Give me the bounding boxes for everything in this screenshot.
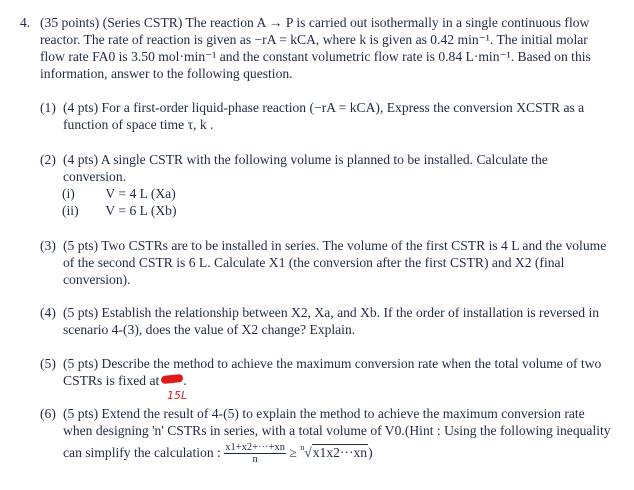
- part-5: (5) (5 pts) Describe the method to achieve the maximum conversion rate when the total volume of two CSTRs is fixed at .: [40, 355, 622, 389]
- part-1: [40, 99, 622, 133]
- subitem-text: V = 4 L (Xa): [105, 186, 176, 201]
- question-intro: [40, 14, 620, 82]
- part-4: [40, 304, 622, 338]
- fraction-numerator: x1+x2+···+xn: [225, 442, 285, 454]
- part-2-subitem-i: [62, 185, 176, 202]
- part-5-line-1: (5 pts) Describe the method to achieve the maximum conversion rate when the total volume of two: [63, 356, 602, 371]
- part-2-subitem-ii: [62, 202, 177, 219]
- part-4-label: (4): [40, 305, 56, 320]
- part-1-line-1: (4 pts) For a first-order liquid-phase reaction (−rA = kCA), Express the conversion XCSTR as a: [63, 100, 585, 115]
- part-2-label: (2): [40, 152, 56, 167]
- intro-line-3: flow rate FA0 is 3.50 mol·min⁻¹ and the constant volumetric flow rate is 0.84 L·min⁻¹. Based on this: [40, 49, 591, 64]
- root-radicand: x1x2···xn: [312, 445, 368, 460]
- root-index: n: [300, 443, 305, 452]
- intro-line-1: (35 points) (Series CSTR) The reaction A → P is carried out isothermally in a single continuous flow: [40, 15, 590, 30]
- intro-line-4: information, answer to the following question.: [40, 66, 293, 81]
- intro-line-2: reactor. The rate of reaction is given as −rA = kCA, where k is given as 0.42 min⁻¹. The initial molar: [40, 32, 588, 47]
- hint-fraction: [224, 442, 286, 465]
- nth-root: $^n$√x1x2···xn: [300, 443, 368, 460]
- inequality-sign: ≥: [289, 445, 297, 460]
- closing-paren: ): [368, 445, 373, 460]
- part-4-line-1: (5 pts) Establish the relationship between X2, Xa, and Xb. If the order of installation is reversed in: [63, 305, 600, 320]
- part-3-line-1: (5 pts) Two CSTRs are to be installed in series. The volume of the first CSTR is 4 L and the volume: [63, 238, 607, 253]
- part-5-line-2: CSTRs is fixed at: [63, 373, 160, 388]
- part-3-label: (3): [40, 238, 56, 253]
- red-scribble-mark: [161, 374, 184, 384]
- part-6-line-1: (5 pts) Extend the result of 4-(5) to explain the method to achieve the maximum conversion rate: [63, 406, 585, 421]
- part-2-line-1: (4 pts) A single CSTR with the following volume is planned to be installed. Calculate the: [63, 152, 548, 167]
- part-4-line-2: scenario 4-(3), does the value of X2 change? Explain.: [63, 322, 356, 337]
- part-6-line-3: can simplify the calculation :: [63, 445, 221, 460]
- subitem-roman: (i): [62, 186, 75, 201]
- fraction-denominator: n: [252, 454, 258, 466]
- part-1-label: (1): [40, 100, 56, 115]
- part-3-line-2: of the second CSTR is 6 L. Calculate X1 (the conversion after the first CSTR) and X2 (final: [63, 255, 565, 270]
- part-3-line-3: conversion).: [63, 272, 131, 287]
- part-3: [40, 237, 622, 288]
- part-6-line-2: when designing 'n' CSTRs in series, with a total volume of V0.(Hint : Using the following inequality: [63, 423, 611, 438]
- subitem-text: V = 6 L (Xb): [105, 203, 177, 218]
- part-2: [40, 151, 622, 185]
- handwritten-note: 15L: [167, 389, 188, 402]
- part-6: [40, 405, 622, 465]
- part-5-label: (5): [40, 356, 56, 371]
- part-6-label: (6): [40, 406, 56, 421]
- part-1-line-2: function of space time τ, k .: [63, 117, 214, 132]
- question-number: 4.: [20, 15, 31, 30]
- part-2-line-2: conversion.: [63, 169, 127, 184]
- subitem-roman: (ii): [62, 203, 79, 218]
